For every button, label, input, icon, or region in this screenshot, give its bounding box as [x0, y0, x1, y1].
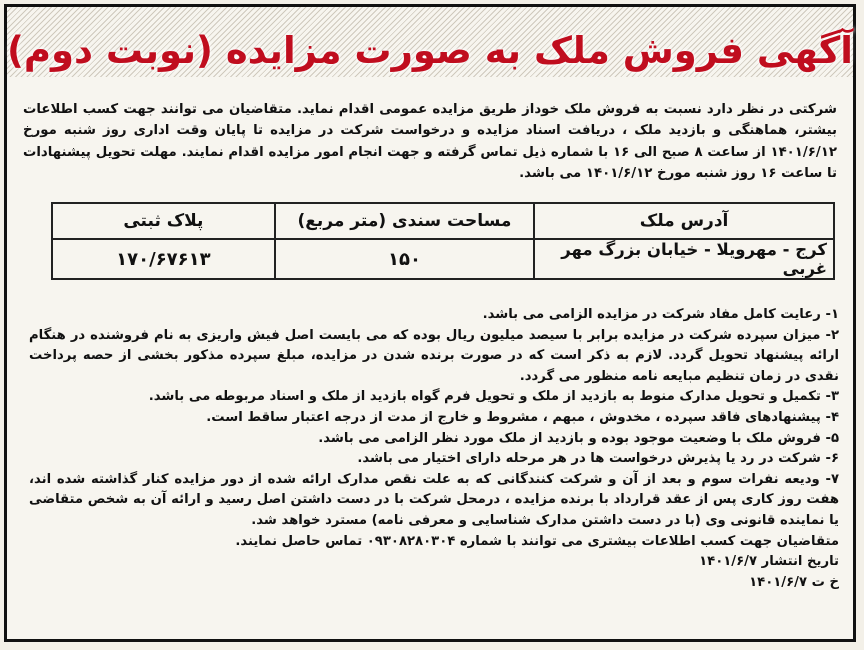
cell-address: کرج - مهرویلا - خیابان بزرگ مهر غربی	[534, 239, 834, 279]
publish-date: تاریخ انتشار ۱۴۰۱/۶/۷	[699, 554, 839, 570]
contact-line: متقاضیان جهت کسب اطلاعات بیشتری می توانند با شماره ۰۹۳۰۸۲۸۰۳۰۴ تماس حاصل نمایند.	[235, 533, 839, 549]
condition-item: ۱- رعایت کامل مفاد شرکت در مزایده الزامی می باشد.	[482, 307, 839, 322]
header-plate: پلاک ثبتی	[52, 203, 275, 239]
condition-item: ۴- پیشنهادهای فاقد سپرده ، مخدوش ، مبهم ، مشروط و خارج از مدت از درجه اعتبار ساقط است.	[206, 409, 839, 425]
cell-area: ۱۵۰	[275, 239, 534, 279]
property-table-row	[52, 239, 834, 279]
header-area: مساحت سندی (متر مربع)	[275, 203, 534, 239]
conditions-list	[29, 305, 839, 593]
cell-plate: ۱۷۰/۶۷۶۱۳	[52, 239, 275, 279]
condition-item: ۳- تکمیل و تحویل مدارک منوط به بازدید از ملک و تحویل فرم گواه بازدید از ملک و اسناد مربوطه می باشد.	[148, 389, 839, 405]
notice-frame	[4, 4, 856, 642]
property-table-header	[52, 203, 834, 239]
code-line: خ ت ۱۴۰۱/۶/۷	[749, 574, 839, 590]
condition-item: ۲- میزان سپرده شرکت در مزایده برابر با سیصد میلیون ریال بوده که می بایست اصل فیش واریزی به نام فروشنده در هنگام ارائه پیشنهاد تحویل گردد. لازم به ذکر است که در صورت برنده شدن در مزایده، مبلغ سپرده مذکور بخشی از حصه پرداخت نقدی در زمان تنظیم مبایعه نامه منظور می گردد.	[29, 327, 839, 384]
condition-item: ۵- فروش ملک با وضعیت موجود بوده و بازدید از ملک مورد نظر الزامی می باشد.	[318, 430, 839, 446]
notice-title: آگهی فروش ملک به صورت مزایده (نوبت دوم)	[7, 29, 853, 72]
header-address: آدرس ملک	[534, 203, 834, 239]
condition-item: ۶- شرکت در رد یا پذیرش درخواست ها در هر مرحله دارای اختیار می باشد.	[357, 451, 839, 467]
property-table	[51, 202, 835, 280]
condition-item: ۷- ودیعه نفرات سوم و بعد از آن و شرکت کنندگانی که به علت نقص مدارک ارائه شده از دور مزایده کنار گذاشته شده اند، هفت روز کاری پس از عقد قرارداد با برنده مزایده ، درمحل شرکت با در دست داشتن اصل رسید و ارائه آن به شخص متقاضی یا نماینده قانونی وی (با در دست داشتن مدارک شناسایی و معرفی نامه) مسترد خواهد شد.	[29, 471, 839, 528]
notice-intro: شرکتی در نظر دارد نسبت به فروش ملک خوداز طریق مزایده عمومی اقدام نماید. متقاضیان می توانند جهت کسب اطلاعات بیشتر، هماهنگی و بازدید ملک ، دریافت اسناد مزایده و درخواست شرکت در مزایده تا پایان وقت اداری روز شنبه مورخ ۱۴۰۱/۶/۱۲ از ساعت ۸ صبح الی ۱۶ با شماره ذیل تماس گرفته و جهت انجام امور مزایده اقدام نمایند. مهلت تحویل پیشنهادات تا ساعت ۱۶ روز شنبه مورخ ۱۴۰۱/۶/۱۲ می باشد.	[23, 102, 837, 182]
